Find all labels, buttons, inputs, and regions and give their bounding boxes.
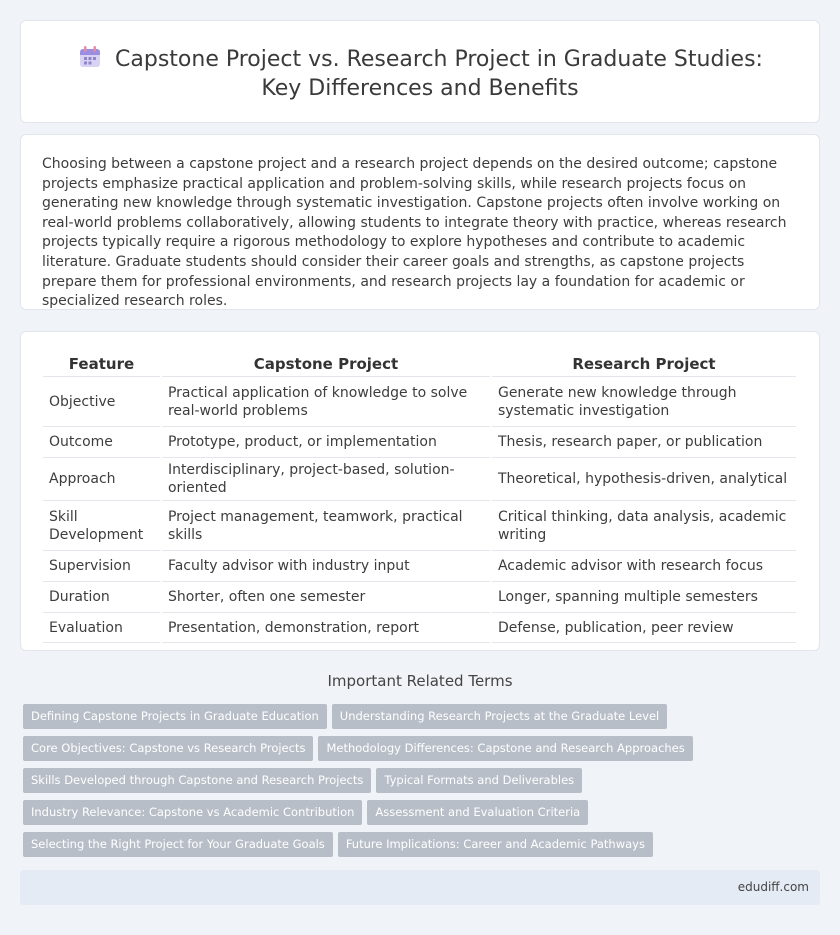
page-title — [21, 44, 819, 103]
research-cell: Longer, spanning multiple semesters — [492, 581, 796, 612]
footer-site-link[interactable]: edudiff.com — [737, 880, 809, 894]
tag-row — [23, 768, 663, 800]
tag-row — [23, 800, 663, 832]
feature-cell: Skill Development — [43, 500, 160, 550]
research-cell: Thesis, research paper, or publication — [492, 426, 796, 457]
table-row — [43, 500, 796, 550]
tag-row — [23, 736, 685, 768]
research-cell: Critical thinking, data analysis, academic writing — [492, 500, 796, 550]
related-term-tag[interactable]: Future Implications: Career and Academic Pathways — [338, 832, 653, 857]
capstone-cell: Shorter, often one semester — [162, 581, 490, 612]
header-feature: Feature — [68, 355, 135, 373]
capstone-cell: Practical application of knowledge to solve real-world problems — [162, 376, 490, 426]
related-term-tag[interactable]: Industry Relevance: Capstone vs Academic Contribution — [23, 800, 362, 825]
related-term-tag[interactable]: Selecting the Right Project for Your Graduate Goals — [23, 832, 333, 857]
table-row — [43, 457, 796, 500]
comparison-card — [20, 331, 820, 651]
footer — [20, 870, 820, 905]
comparison-table — [41, 352, 798, 643]
related-terms-title: Important Related Terms — [327, 672, 513, 690]
related-term-tag[interactable]: Skills Developed through Capstone and Research Projects — [23, 768, 371, 793]
capstone-cell: Interdisciplinary, project-based, solution-oriented — [162, 457, 490, 500]
related-term-tag[interactable]: Assessment and Evaluation Criteria — [367, 800, 588, 825]
related-term-tag[interactable]: Core Objectives: Capstone vs Research Projects — [23, 736, 313, 761]
capstone-cell: Presentation, demonstration, report — [162, 612, 490, 643]
capstone-cell: Faculty advisor with industry input — [162, 550, 490, 581]
feature-cell: Supervision — [43, 550, 160, 581]
table-row — [43, 550, 796, 581]
research-cell: Theoretical, hypothesis-driven, analytical — [492, 457, 796, 500]
table-row — [43, 612, 796, 643]
related-term-tag[interactable]: Defining Capstone Projects in Graduate Education — [23, 704, 327, 729]
related-term-tag[interactable]: Typical Formats and Deliverables — [376, 768, 582, 793]
table-row — [43, 376, 796, 426]
related-term-tag[interactable]: Understanding Research Projects at the Graduate Level — [332, 704, 667, 729]
tag-row — [23, 704, 663, 736]
feature-cell: Objective — [43, 376, 160, 426]
summary-paragraph: Choosing between a capstone project and a research project depends on the desired outcome; capstone projects emphasize practical application and problem-solving skills, while research projects focus on generating new knowledge through systematic investigation. Capstone projects often involve working on real-world problems collaboratively, allowing students to integrate theory with practice, whereas research projects typically require a rigorous methodology to explore hypotheses and contribute to academic literature. Graduate students should consider their career goals and strengths, as capstone projects prepare them for professional environments, and research projects lay a foundation for academic or specialized research roles. — [42, 156, 787, 310]
header-capstone: Capstone Project — [253, 355, 399, 373]
header-research: Research Project — [572, 355, 716, 373]
tag-row — [23, 832, 663, 864]
table-header-row — [43, 352, 796, 376]
research-cell: Defense, publication, peer review — [492, 612, 796, 643]
capstone-cell: Project management, teamwork, practical skills — [162, 500, 490, 550]
feature-cell: Outcome — [43, 426, 160, 457]
feature-cell: Approach — [43, 457, 160, 500]
feature-cell: Duration — [43, 581, 160, 612]
related-term-tag[interactable]: Methodology Differences: Capstone and Research Approaches — [318, 736, 692, 761]
research-cell: Generate new knowledge through systematic investigation — [492, 376, 796, 426]
related-terms-list — [23, 704, 685, 864]
table-row — [43, 581, 796, 612]
summary-card — [20, 134, 820, 310]
page-title-text: Capstone Project vs. Research Project in Graduate Studies: Key Differences and Benefits — [115, 47, 763, 101]
feature-cell: Evaluation — [43, 612, 160, 643]
header-card — [20, 20, 820, 123]
table-row — [43, 426, 796, 457]
calendar-icon — [77, 44, 103, 70]
capstone-cell: Prototype, product, or implementation — [162, 426, 490, 457]
research-cell: Academic advisor with research focus — [492, 550, 796, 581]
